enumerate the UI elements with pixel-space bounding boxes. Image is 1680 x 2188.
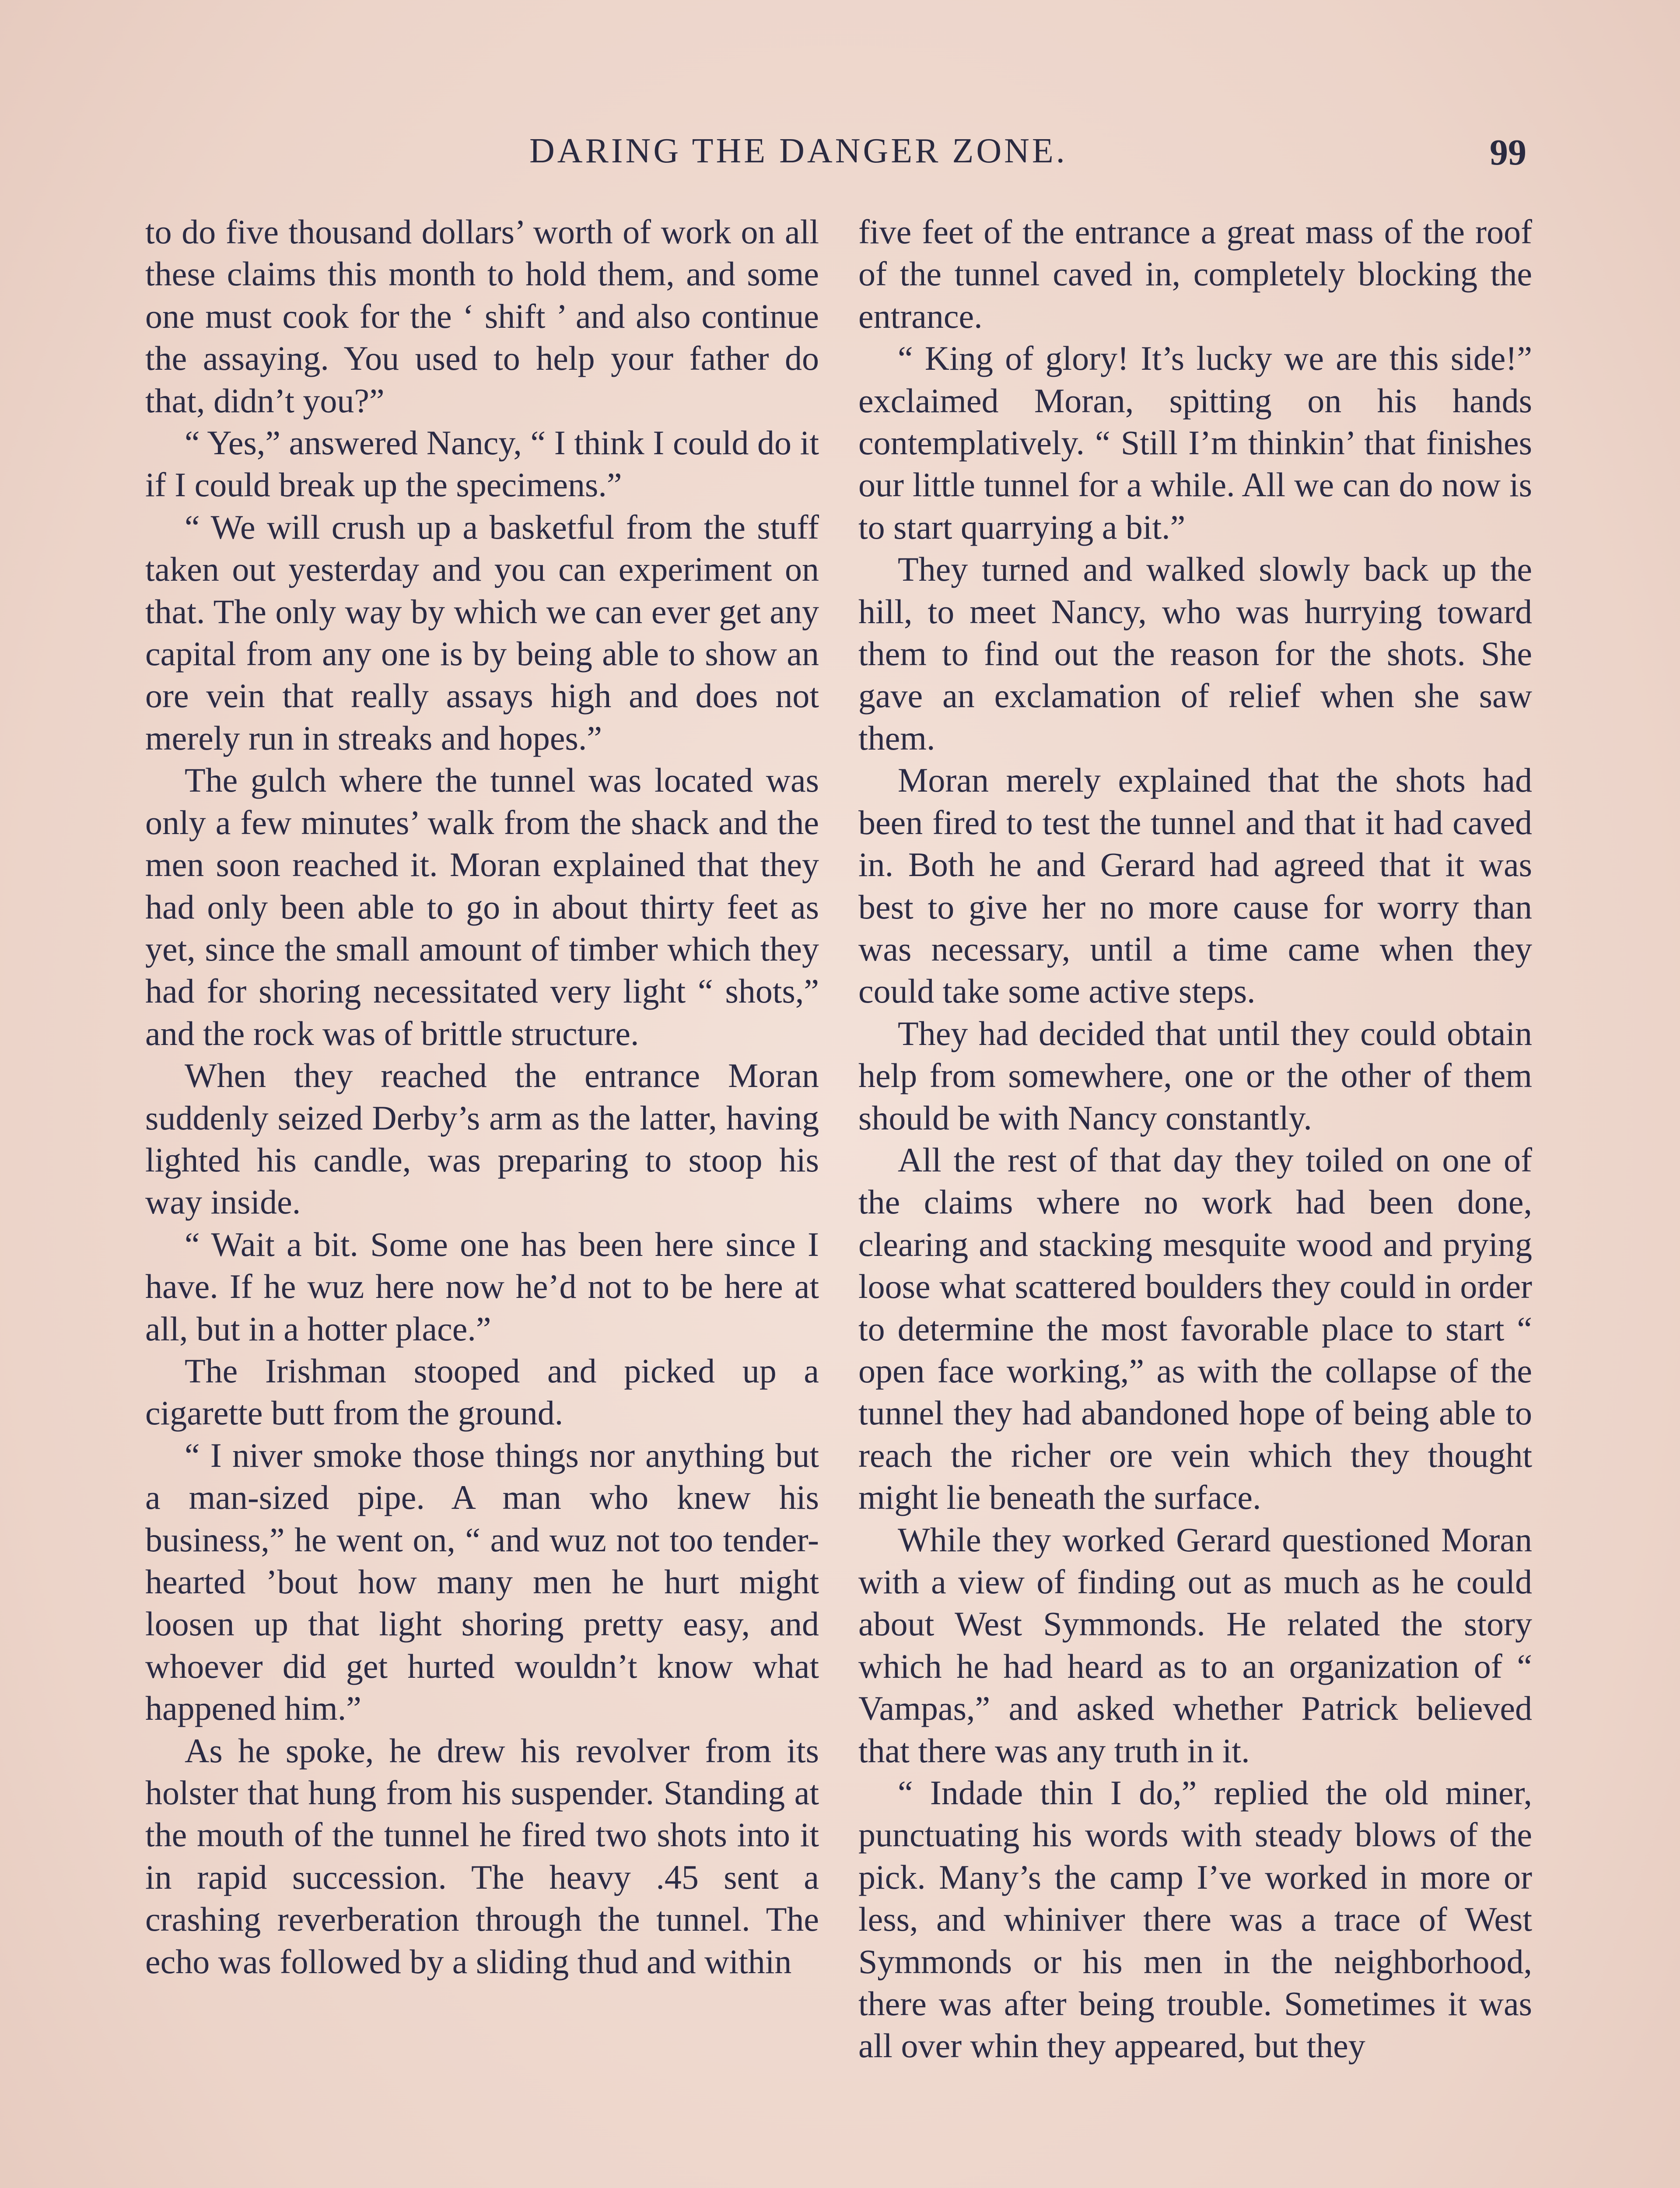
paragraph: “ King of glory! It’s lucky we are this side!” exclaimed Moran, spitting on his hands contemplatively. “ Still I’m thinkin’ that finishes our little tunnel for a while. All we can do now is to start quarrying a bit.” [858, 339, 1532, 546]
paragraph: to do five thousand dollars’ worth of work on all these claims this month to hold them, and some one must cook for the ‘ shift ’ and also continue the assaying. You used to help your father do that, didn’t you?” [145, 213, 819, 420]
paragraph: The gulch where the tunnel was located was only a few minutes’ walk from the shack and the men soon reached it. Moran explained that they had only been able to go in about thirty feet as yet, since the small amount of timber which they had for shoring necessitated very light “ shots,” and the rock was of brittle structure. [145, 761, 819, 1052]
running-title: DARING THE DANGER ZONE. [529, 132, 1068, 170]
paragraph: “ Indade thin I do,” replied the old miner, punctuating his words with steady blows of the pick. Many’s the camp I’ve worked in more or less, and whiniver there was a trace of West Symmonds or his men in the neighborhood, there was after being trouble. Sometimes it was all over whin they appeared, but they [858, 1774, 1532, 2065]
page-number: 99 [1490, 132, 1526, 173]
left-column [145, 211, 819, 1983]
paragraph: While they worked Gerard questioned Moran with a view of finding out as much as he could about West Symmonds. He related the story which he had heard as to an organization of “ Vampas,” and asked whether Patrick believed that there was any truth in it. [858, 1520, 1532, 1770]
paragraph: They had decided that until they could obtain help from somewhere, one or the other of them should be with Nancy constantly. [858, 1014, 1532, 1137]
paragraph: The Irishman stooped and picked up a cigarette butt from the ground. [145, 1351, 819, 1432]
paragraph: “ I niver smoke those things nor anything but a man-sized pipe. A man who knew his business,” he went on, “ and wuz not too tender-hearted ’bout how many men he hurt might loosen up that light shoring pretty easy, and whoever did get hurted wouldn’t know what happened him.” [145, 1436, 819, 1728]
paragraph: “ Wait a bit. Some one has been here since I have. If he wuz here now he’d not to be here at all, but in a hotter place.” [145, 1225, 819, 1348]
paragraph: They turned and walked slowly back up the hill, to meet Nancy, who was hurrying toward them to find out the reason for the shots. She gave an exclamation of relief when she saw them. [858, 550, 1532, 757]
paragraph: When they reached the entrance Moran suddenly seized Derby’s arm as the latter, having lighted his candle, was preparing to stoop his way inside. [145, 1056, 819, 1221]
paragraph: “ We will crush up a basketful from the stuff taken out yesterday and you can experiment on that. The only way by which we can ever get any capital from any one is by being able to show an ore vein that really assays high and does not merely run in streaks and hopes.” [145, 508, 819, 757]
paragraph: “ Yes,” answered Nancy, “ I think I could do it if I could break up the specimens.” [145, 424, 819, 504]
paragraph: Moran merely explained that the shots had been fired to test the tunnel and that it had caved in. Both he and Gerard had agreed that it was best to give her no more cause for worry than was necessary, until a time came when they could take some active steps. [858, 761, 1532, 1010]
paragraph: As he spoke, he drew his revolver from its holster that hung from his suspender. Standing at the mouth of the tunnel he fired two shots into it in rapid succession. The heavy .45 sent a crashing reverberation through the tunnel. The echo was followed by a sliding thud and within [145, 1731, 819, 1981]
paragraph: All the rest of that day they toiled on one of the claims where no work had been done, clearing and stacking mesquite wood and prying loose what scattered boulders they could in order to determine the most favorable place to start “ open face working,” as with the collapse of the tunnel they had abandoned hope of being able to reach the richer ore vein which they thought might lie beneath the surface. [858, 1140, 1532, 1517]
right-column [858, 211, 1532, 2067]
paragraph: five feet of the entrance a great mass of the roof of the tunnel caved in, completely blocking the entrance. [858, 213, 1532, 335]
